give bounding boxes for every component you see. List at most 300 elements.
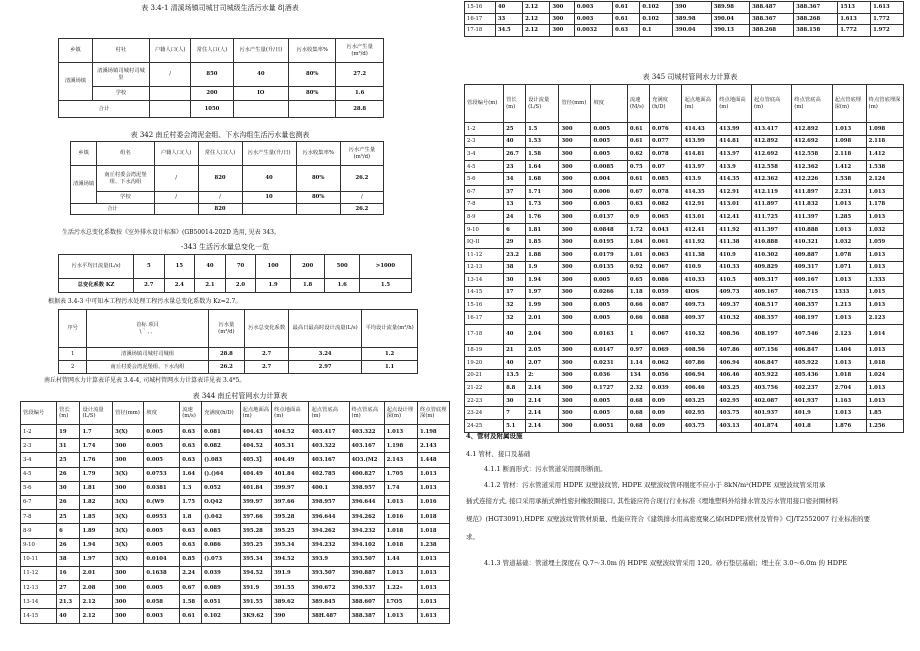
t1-r1-per: 40 — [233, 63, 289, 87]
t5-cell: 391.55 — [240, 595, 272, 609]
t2-r2-per: 10 — [242, 192, 296, 204]
t6-cell: 22-23 — [465, 394, 504, 407]
t6-cell: 300 — [559, 148, 591, 161]
t6-cell: 24 — [504, 211, 526, 224]
t5c-cell: 1.772 — [871, 13, 904, 25]
t6-cell: 1.85 — [526, 236, 559, 249]
t5-cell: 0.005 — [144, 524, 180, 538]
t6-cell: 410.888 — [751, 236, 791, 249]
t5-cell: 391.9 — [272, 566, 309, 580]
t5-cell: 6-7 — [21, 495, 57, 509]
t5-cell: 399.97 — [240, 495, 272, 509]
t6-cell: 1.76 — [526, 211, 559, 224]
t5-cell: 3(X) — [113, 510, 144, 524]
t6-cell: 12-13 — [465, 261, 504, 274]
t6-cell: 0.1727 — [591, 382, 627, 395]
t3-r2-c7: 1.6 — [325, 279, 360, 293]
t5-h-de: 终点管底埋深(m) — [418, 402, 450, 425]
t6-cell: 409.887 — [792, 248, 832, 261]
t6-cell: 410.888 — [792, 223, 832, 236]
t6-cell: 2.118 — [866, 135, 903, 148]
t5-cell: 1.198 — [384, 439, 417, 453]
t6-cell: 2.123 — [832, 324, 866, 344]
t6-cell: 410.9 — [682, 261, 717, 274]
t6-cell: 300 — [559, 185, 591, 198]
t6-cell: 1.71 — [526, 185, 559, 198]
t5-cell: 6 — [57, 524, 80, 538]
t5-cell: ().073 — [202, 552, 240, 566]
t5-cell: 1.85 — [80, 510, 113, 524]
t6-row — [465, 286, 904, 299]
t1-h-town: 乡镇 — [59, 39, 93, 63]
t6-cell: 1.68 — [526, 173, 559, 186]
t6-cell: 402.237 — [792, 382, 832, 395]
t5-cell: 4O3.(M2 — [349, 453, 384, 467]
t5-h-flow: 设计流量(L/S) — [80, 402, 113, 425]
t5c-cell: 0.63 — [613, 25, 640, 37]
t6-cell: IQ-II — [465, 236, 504, 249]
t5-cell: 1.82 — [80, 495, 113, 509]
t5-cell: 1.448 — [418, 453, 450, 467]
t5-cell: 401.84 — [240, 481, 272, 495]
t6-cell: 14-15 — [465, 286, 504, 299]
t3-r1-c6: 200 — [290, 255, 325, 279]
t2-r1-name: 南丘村委会湾泥堡组、下水沟组 — [97, 166, 155, 192]
t6-cell: 1.013 — [866, 248, 903, 261]
t3-r1-c2: 15 — [164, 255, 195, 279]
t1-h-rate: 污水收集率% — [289, 39, 336, 63]
t5-row — [21, 595, 450, 609]
t6-cell: 1.538 — [866, 160, 903, 173]
t5-cell: 1.22» — [384, 581, 417, 595]
t6-cell: 32 — [504, 299, 526, 312]
t6-cell: 0.077 — [650, 135, 682, 148]
t6-cell: 9-10 — [465, 223, 504, 236]
t6-cell: 403.25 — [717, 382, 752, 395]
t6-cell: 21-22 — [465, 382, 504, 395]
t5-h-seg: 管段编号 — [21, 402, 57, 425]
t5-cell: 0.1638 — [144, 566, 180, 580]
table5-continued — [464, 1, 904, 37]
t6-cell: 0.63 — [627, 198, 649, 211]
t5-cell: 390 — [272, 609, 309, 623]
t6-cell: 412.558 — [751, 160, 791, 173]
t6-cell: 412.226 — [792, 173, 832, 186]
t6-cell: 413.417 — [751, 123, 791, 136]
t6-h-fill: 充满度(h/D) — [650, 85, 682, 123]
t5-cell: 2.143 — [384, 453, 417, 467]
t4-r1-name: 清溪场镇司城村司城组 — [87, 348, 208, 361]
t6-row — [465, 420, 904, 433]
t6-cell: 401.937 — [792, 394, 832, 407]
t5-cell: 401.84 — [272, 467, 309, 481]
t1-town: 清溪场镇 — [59, 63, 93, 101]
t5-cell: 1.013 — [418, 481, 450, 495]
t6-cell: 2.231 — [832, 185, 866, 198]
t5-row — [21, 609, 450, 623]
t6-cell: 0.0135 — [591, 261, 627, 274]
t5-cell: 0.0953 — [144, 510, 180, 524]
table2-sewage-volume — [70, 141, 384, 215]
t2-total-vol: 26.2 — [340, 204, 383, 215]
t6-cell: 2.05 — [526, 344, 559, 357]
t5-cell: 26 — [57, 495, 80, 509]
t1-total-changzhu: 1050 — [191, 101, 233, 118]
t5-cell: 5-6 — [21, 481, 57, 495]
t5-cell: ().083 — [202, 453, 240, 467]
t6-cell: 1-2 — [465, 123, 504, 136]
t6-cell: 413.9 — [717, 160, 752, 173]
t6-cell: 410.5 — [717, 274, 752, 287]
t6-cell: 0.005 — [591, 394, 627, 407]
t6-cell: 0.62 — [627, 148, 649, 161]
t6-h-seg: 管段编号(m) — [465, 85, 504, 123]
t5-cell: 1.74 — [384, 481, 417, 495]
t5-cell: 300 — [113, 581, 144, 595]
t5c-cell: 0.61 — [613, 2, 640, 14]
t6-cell: 1.013 — [832, 274, 866, 287]
t5-cell: 1.013 — [384, 425, 417, 439]
t5-cell: 1.705 — [384, 467, 417, 481]
t6-cell: 1.5 — [526, 123, 559, 136]
t6-cell: 0.09 — [650, 394, 682, 407]
t6-cell: 4IOS — [682, 286, 717, 299]
t6-cell: 1.013 — [832, 223, 866, 236]
t6-cell: 300 — [559, 173, 591, 186]
t6-cell: 0.9 — [627, 211, 649, 224]
t6-h-dia: 管径(mm) — [559, 85, 591, 123]
t5-cell: 1-2 — [21, 425, 57, 439]
t5-cell: 393.507 — [309, 566, 349, 580]
t6-h-ge: 终点地面高(m) — [717, 85, 752, 123]
t4-r2-k: 2.7 — [245, 361, 289, 374]
t5c-cell: 1.772 — [838, 25, 871, 37]
t6-cell: 29 — [504, 236, 526, 249]
t6-cell: 1.013 — [866, 382, 903, 395]
t6-cell: 406.847 — [792, 344, 832, 357]
table2-caption: 表 342 南丘村委会湾泥金组、下水沟组生活污水量也测表 — [130, 131, 310, 139]
t5c-cell: 0.003 — [574, 13, 612, 25]
t6-row — [465, 344, 904, 357]
t6-cell: 412.91 — [682, 198, 717, 211]
t6-cell: 0.005 — [591, 123, 627, 136]
t5-cell: 391.55 — [272, 581, 309, 595]
t5-cell: 8-9 — [21, 524, 57, 538]
table3-caption: -343 生活污水量总变化一览 — [181, 243, 269, 251]
t6-cell: 411.397 — [792, 211, 832, 224]
t5-cell: 1.74 — [80, 439, 113, 453]
table6-caption: 表 345 司城村管网水力计算表 — [642, 73, 738, 81]
t3-r1-c3: 40 — [195, 255, 226, 279]
t6-cell: 0.65 — [627, 274, 649, 287]
t4-h-project: 首标 项目 \ ` 、、 — [87, 310, 208, 348]
t6-cell: 1.94 — [526, 274, 559, 287]
t6-cell: 411.725 — [751, 211, 791, 224]
t6-cell: 1.013 — [832, 407, 866, 420]
t6-cell: 0.07 — [650, 160, 682, 173]
t6-cell: 23 — [504, 160, 526, 173]
t6-row — [465, 382, 904, 395]
t6-cell: 409.317 — [751, 274, 791, 287]
t5c-cell: 33 — [495, 13, 522, 25]
t5c-cell: 390.04 — [711, 13, 749, 25]
t5-cell: 404.52 — [240, 439, 272, 453]
t5c-cell: 0.1 — [640, 25, 673, 37]
t1-r1-vol: 27.2 — [336, 63, 384, 87]
t1-r2-per: IO — [233, 87, 289, 101]
t6-cell: 413.97 — [682, 160, 717, 173]
para-4-1-1: 4.1.1 断面形式：污水管道采用圆形断面。 — [484, 465, 607, 473]
t5-cell: 300 — [113, 609, 144, 623]
t6-cell: 414.81 — [717, 135, 752, 148]
t6-cell: 408.197 — [792, 311, 832, 324]
t6-cell: 7 — [504, 407, 526, 420]
t6-cell: 1.58 — [526, 148, 559, 161]
t6-cell: 410.9 — [717, 248, 752, 261]
t5-cell: 1.81 — [80, 481, 113, 495]
t5-cell: 391.9 — [240, 581, 272, 595]
t6-cell: 408.56 — [717, 324, 752, 344]
t2-r1-changzhu: 820 — [198, 166, 242, 192]
t6-cell: 24-25 — [465, 420, 504, 433]
t6-row — [465, 407, 904, 420]
t6-cell: 2.14 — [526, 420, 559, 433]
t6-cell: 2: — [526, 369, 559, 382]
t6-cell: 1.256 — [866, 420, 903, 433]
t5-cell: 394.262 — [309, 524, 349, 538]
t6-h-gs: 起点地面高(m) — [682, 85, 717, 123]
t5-h-len: 管长(m) — [57, 402, 80, 425]
t6-cell: 32 — [504, 311, 526, 324]
t5-cell: 300 — [113, 566, 144, 580]
t5-cell: 0.051 — [202, 595, 240, 609]
t6-cell: 411.897 — [792, 185, 832, 198]
t5-cell: 40 — [57, 609, 80, 623]
t5-cell: 395.25 — [240, 538, 272, 552]
t4-h-avg: 平均设计流量(m³/h) — [362, 310, 418, 348]
t5-cell: 300 — [113, 595, 144, 609]
t3-r2-c2: 2.4 — [164, 279, 195, 293]
t6-cell: 1.018 — [832, 369, 866, 382]
t2-h-vol: 污水产生量(m³/d) — [340, 142, 383, 166]
t6-cell: 1333 — [832, 286, 866, 299]
t6-cell: 1.059 — [866, 236, 903, 249]
t6-cell: 300 — [559, 311, 591, 324]
t6-cell: 0.68 — [627, 407, 649, 420]
t6-cell: 405.436 — [792, 369, 832, 382]
t6-cell: 409.317 — [792, 261, 832, 274]
t5-cell: 19 — [57, 425, 80, 439]
t5c-cell: 390.13 — [711, 25, 749, 37]
note-kz-standard: 生活污水总变化系数按《室外排水设计标准》(GB50014-202D 选用, 见表 343。 — [62, 229, 281, 236]
t5-cell: 1.013 — [418, 566, 450, 580]
t6-cell: 0.0266 — [591, 286, 627, 299]
t6-cell: 412.892 — [751, 135, 791, 148]
t5-cell: 0.005 — [144, 439, 180, 453]
t5-cell: 11-12 — [21, 566, 57, 580]
t5-cell: 390.672 — [309, 581, 349, 595]
t6-cell: 1.538 — [832, 173, 866, 186]
t6-row — [465, 211, 904, 224]
t3-r2-c1: 2.7 — [134, 279, 165, 293]
t4-h-q: 污水量(m³/d) — [208, 310, 244, 348]
t6-cell: 0.061 — [650, 236, 682, 249]
t5c-cell: 300 — [550, 2, 574, 14]
t4-h-max: 最高日最高时设计流量(L/s) — [289, 310, 362, 348]
t6-cell: 21 — [504, 344, 526, 357]
t6-cell: 300 — [559, 394, 591, 407]
t6-row — [465, 324, 904, 344]
t5-h-ge: 终点地面高(m) — [272, 402, 309, 425]
t5-cell: 404.43 — [240, 425, 272, 439]
t6-cell: 40 — [504, 357, 526, 370]
t5c-cell: 1.613 — [838, 13, 871, 25]
t5-cell: 1.97 — [80, 552, 113, 566]
t6-cell: 300 — [559, 357, 591, 370]
t6-row — [465, 357, 904, 370]
t6-cell: 413.01 — [682, 211, 717, 224]
t3-r1-c7: 500 — [325, 255, 360, 279]
t5-cell: 396.644 — [349, 495, 384, 509]
t5-cell: 402.785 — [309, 467, 349, 481]
t2-r2-name: 学校 — [97, 192, 155, 204]
t5-cell: 2.12 — [80, 595, 113, 609]
t5-cell: 403.417 — [309, 425, 349, 439]
t5-cell: 400.827 — [349, 467, 384, 481]
t5-cell: 1.013 — [418, 467, 450, 481]
t5-cell: 0.102 — [202, 609, 240, 623]
t5-cell: 1.44 — [384, 552, 417, 566]
subsection-pipes: 4.1 管材、接口及基础 — [466, 450, 531, 458]
t5-cell: 404.52 — [272, 425, 309, 439]
t2-h-per: 污水产生量(升/日) — [242, 142, 296, 166]
t6-h-be: 终点管底高(m) — [792, 85, 832, 123]
t6-cell: 6-7 — [465, 185, 504, 198]
t5-cell: 405.3】 — [240, 453, 272, 467]
t1-r2-huji — [149, 87, 191, 101]
t5-cell: 16 — [57, 566, 80, 580]
t4-r2-name: 南丘村委会湾泥堡组、下水沟组 — [87, 361, 208, 374]
t5-cell: 1.58 — [180, 595, 202, 609]
t6-cell: 412.362 — [751, 173, 791, 186]
t6-cell: 1.098 — [832, 135, 866, 148]
t5-cell: 1.018 — [384, 524, 417, 538]
t5c-cell: 15-16 — [465, 2, 496, 14]
t6-cell: 0.68 — [627, 420, 649, 433]
t6-cell: 3-4 — [465, 148, 504, 161]
t5-cell: 1.198 — [418, 425, 450, 439]
t5-cell: 3(X) — [113, 552, 144, 566]
t6-row — [465, 236, 904, 249]
t5-cell: 0.086 — [202, 538, 240, 552]
t1-r2-rate: 80% — [289, 87, 336, 101]
t1-h-huji: 户籍人口(人) — [149, 39, 191, 63]
t5c-cell: 389.98 — [711, 2, 749, 14]
t6-cell: 1.032 — [832, 236, 866, 249]
t6-cell: 410.321 — [792, 236, 832, 249]
t6-cell: 0.043 — [650, 223, 682, 236]
t5c-cell: 1.613 — [871, 2, 904, 14]
t5-cell: 398.957 — [349, 481, 384, 495]
t5c-cell: 16-17 — [465, 13, 496, 25]
t3-r2-c8: 1.5 — [359, 279, 411, 293]
t5-cell: 395.28 — [240, 524, 272, 538]
t6-cell: 401.937 — [751, 407, 791, 420]
t5-cell: 3-4 — [21, 453, 57, 467]
t6-cell: 1.178 — [866, 198, 903, 211]
t6-cell: 409.829 — [751, 261, 791, 274]
t5-cell: 388.607 — [349, 595, 384, 609]
t3-r2-c3: 2.1 — [195, 279, 226, 293]
t5-cell: 300 — [113, 439, 144, 453]
t6-cell: 0.087 — [650, 299, 682, 312]
t1-r2-name: 学校 — [92, 87, 149, 101]
t5-cell: 397.66 — [272, 495, 309, 509]
t5-cell: 1.013 — [384, 566, 417, 580]
t6-cell: 1.013 — [832, 123, 866, 136]
t5-cell: 0.0104 — [144, 552, 180, 566]
t6-cell: 403.75 — [717, 407, 752, 420]
t5-cell: 403.167 — [309, 453, 349, 467]
t6-row — [465, 198, 904, 211]
t5-row — [21, 566, 450, 580]
t6-cell: 1.88 — [526, 248, 559, 261]
t6-cell: 0.0137 — [591, 211, 627, 224]
t2-r2-huji: / — [154, 192, 198, 204]
t6-cell: 0.065 — [650, 211, 682, 224]
t5-row — [21, 552, 450, 566]
t6-cell: 407.156 — [751, 344, 791, 357]
t6-cell: 1.163 — [832, 394, 866, 407]
t5-cell: 399.97 — [272, 481, 309, 495]
t6-cell: 1.333 — [866, 274, 903, 287]
t1-total-vol: 28.8 — [336, 101, 384, 118]
t5-cell: 1.94 — [80, 538, 113, 552]
t6-h-flow: 设计流量(L/S) — [526, 85, 559, 123]
t5-cell: 31 — [57, 439, 80, 453]
t6-cell: 0.0848 — [591, 223, 627, 236]
t6-cell: 0.68 — [627, 394, 649, 407]
t6-cell: 40 — [504, 324, 526, 344]
t6-cell: 1.013 — [832, 198, 866, 211]
t5-cell: 0.85 — [180, 552, 202, 566]
t6-cell: 0.067 — [650, 324, 682, 344]
t6-cell: 1.18 — [627, 286, 649, 299]
t5c-cell: 388.487 — [750, 2, 794, 14]
t5-cell: 0.052 — [202, 481, 240, 495]
t3-r1-c8: >1000 — [359, 255, 411, 279]
t6-cell: 1.013 — [866, 299, 903, 312]
t5-cell: 389.845 — [309, 595, 349, 609]
t5c-row — [465, 2, 904, 14]
t6-cell: 1.412 — [866, 148, 903, 161]
t5c-cell: 2.12 — [523, 2, 550, 14]
table1-sewage-volume — [58, 38, 384, 118]
t6-row — [465, 148, 904, 161]
t5-h-gs: 起点地面高(m) — [240, 402, 272, 425]
note-hydraulic: 南丘村管网水力计算表详见表 3.4-4, 司城村管网水力计算表详见表 3.4*5。 — [44, 377, 246, 384]
t5-cell: 0.039 — [202, 566, 240, 580]
t5-h-vel: 流速(m/s) — [180, 402, 202, 425]
t6-cell: 2.14 — [526, 394, 559, 407]
t5-cell: 0.005 — [144, 425, 180, 439]
t6-cell: 13-14 — [465, 274, 504, 287]
t5-cell: 1.3 — [180, 481, 202, 495]
t6-cell: 300 — [559, 382, 591, 395]
t6-cell: 11-12 — [465, 248, 504, 261]
t5-cell: 300 — [113, 481, 144, 495]
t6-cell: 1.014 — [866, 324, 903, 344]
